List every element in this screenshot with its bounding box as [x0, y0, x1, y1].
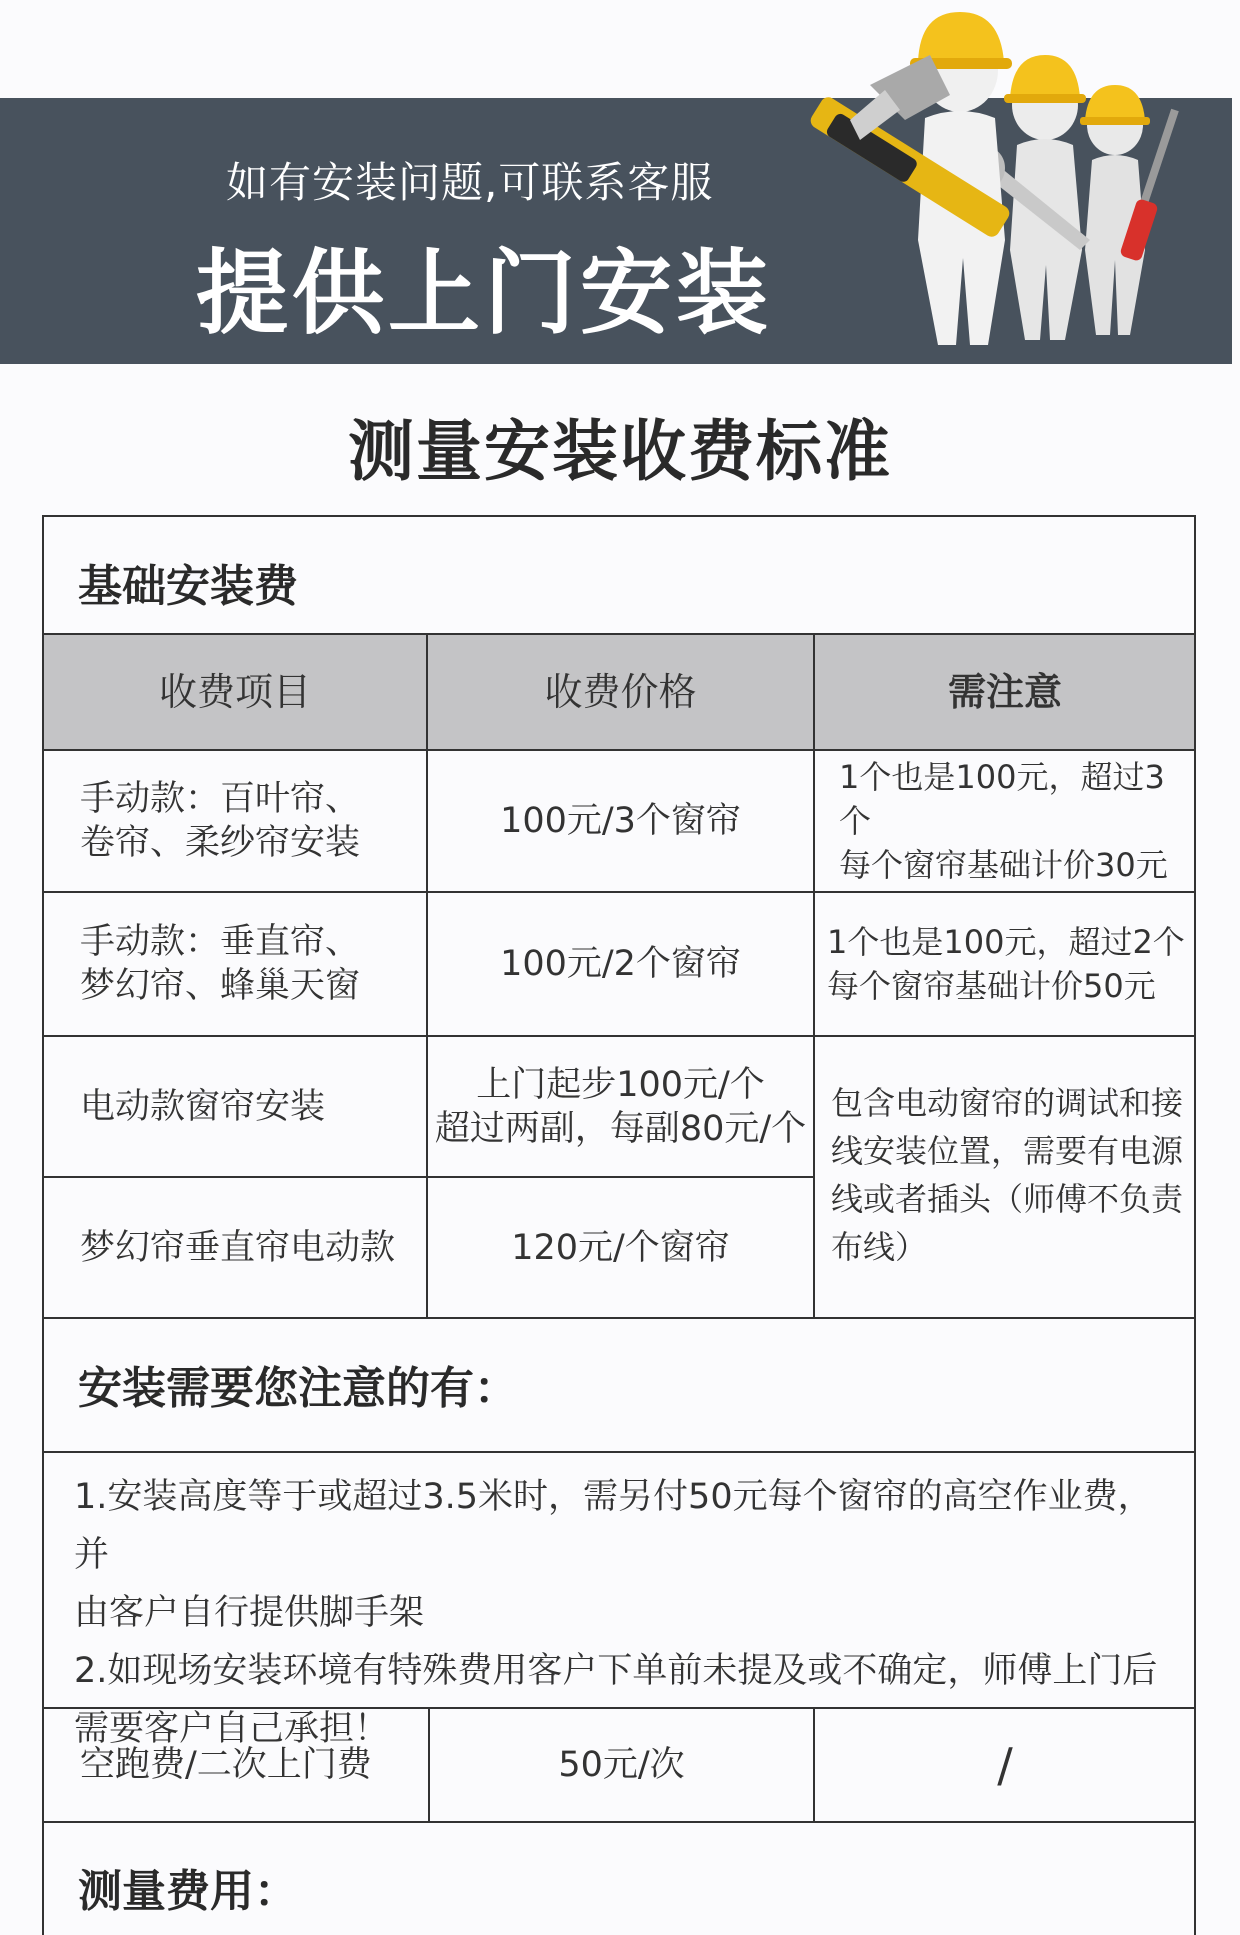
table-cell-item: [44, 893, 426, 1035]
basic-fee-title: 基础安装费: [78, 561, 298, 612]
cell-line: 布线）: [831, 1228, 928, 1266]
cell-line: 1个也是100元，超过3个: [839, 758, 1165, 840]
cell-line: 100元/2个窗帘: [500, 944, 741, 984]
table-cell-item: [44, 1178, 426, 1317]
workers-illustration-icon: [720, 0, 1220, 364]
table-cell-item: [44, 751, 426, 891]
notice-title: 安装需要您注意的有：: [78, 1363, 518, 1414]
table-cell-note: [815, 893, 1195, 1035]
notice-line: 1.安装高度等于或超过3.5米时，需另付50元每个窗帘的高空作业费，并: [74, 1477, 1153, 1575]
worker-icon: [1080, 85, 1175, 335]
trip-fee-price: 50元/次: [558, 1745, 685, 1785]
trip-fee-note: /: [997, 1738, 1013, 1792]
cell-line: 卷帘、柔纱帘安装: [80, 823, 361, 863]
cell-line: 超过两副，每副80元/个: [434, 1108, 807, 1149]
banner-subtitle: 如有安装问题,可联系客服: [226, 158, 714, 207]
cell-line: 每个窗帘基础计价30元: [839, 846, 1168, 884]
table-cell-price: [428, 1037, 813, 1176]
table-cell-price: [428, 1178, 813, 1317]
notice-line: 2.如现场安装环境有特殊费用客户下单前未提及或不确定，师傅上门后: [74, 1651, 1158, 1691]
measure-fee-title: 测量费用：: [78, 1866, 298, 1917]
cell-line: 手动款：垂直帘、: [80, 922, 361, 962]
divider: [42, 1821, 1196, 1823]
cell-line: 包含电动窗帘的调试和接: [831, 1084, 1184, 1122]
column-header: 收费项目: [158, 670, 311, 714]
table-cell-price: [428, 893, 813, 1035]
table-cell-price: [428, 751, 813, 891]
column-header: 需注意: [947, 670, 1062, 714]
column-header: 收费价格: [544, 670, 697, 714]
trip-fee-item: 空跑费/二次上门费: [80, 1745, 372, 1785]
page-title: 测量安装收费标准: [348, 413, 892, 490]
notice-line: 需要客户自己承担！: [74, 1709, 390, 1749]
table-cell-item: [44, 1037, 426, 1176]
cell-line: 线或者插头（师傅不负责: [831, 1180, 1184, 1218]
cell-line: 100元/3个窗帘: [500, 801, 741, 841]
cell-line: 线安装位置，需要有电源: [831, 1132, 1184, 1170]
notice-line: 由客户自行提供脚手架: [74, 1593, 425, 1633]
table-cell-note: [815, 751, 1195, 891]
cell-line: 每个窗帘基础计价50元: [827, 967, 1156, 1005]
cell-line: 梦幻帘垂直帘电动款: [80, 1227, 396, 1268]
cell-line: 1个也是100元，超过2个: [827, 923, 1185, 961]
cell-line: 120元/个窗帘: [511, 1227, 730, 1268]
table-cell-note-merged: [815, 1037, 1195, 1317]
cell-line: 电动款窗帘安装: [80, 1086, 326, 1127]
divider: [42, 1317, 1196, 1319]
cell-line: 梦幻帘、蜂巢天窗: [80, 966, 361, 1006]
cell-line: 上门起步100元/个: [476, 1064, 765, 1105]
cell-line: 手动款：百叶帘、: [80, 779, 361, 819]
banner-title: 提供上门安装: [196, 240, 773, 347]
divider: [42, 1451, 1196, 1453]
worker-icon: [808, 12, 1013, 345]
